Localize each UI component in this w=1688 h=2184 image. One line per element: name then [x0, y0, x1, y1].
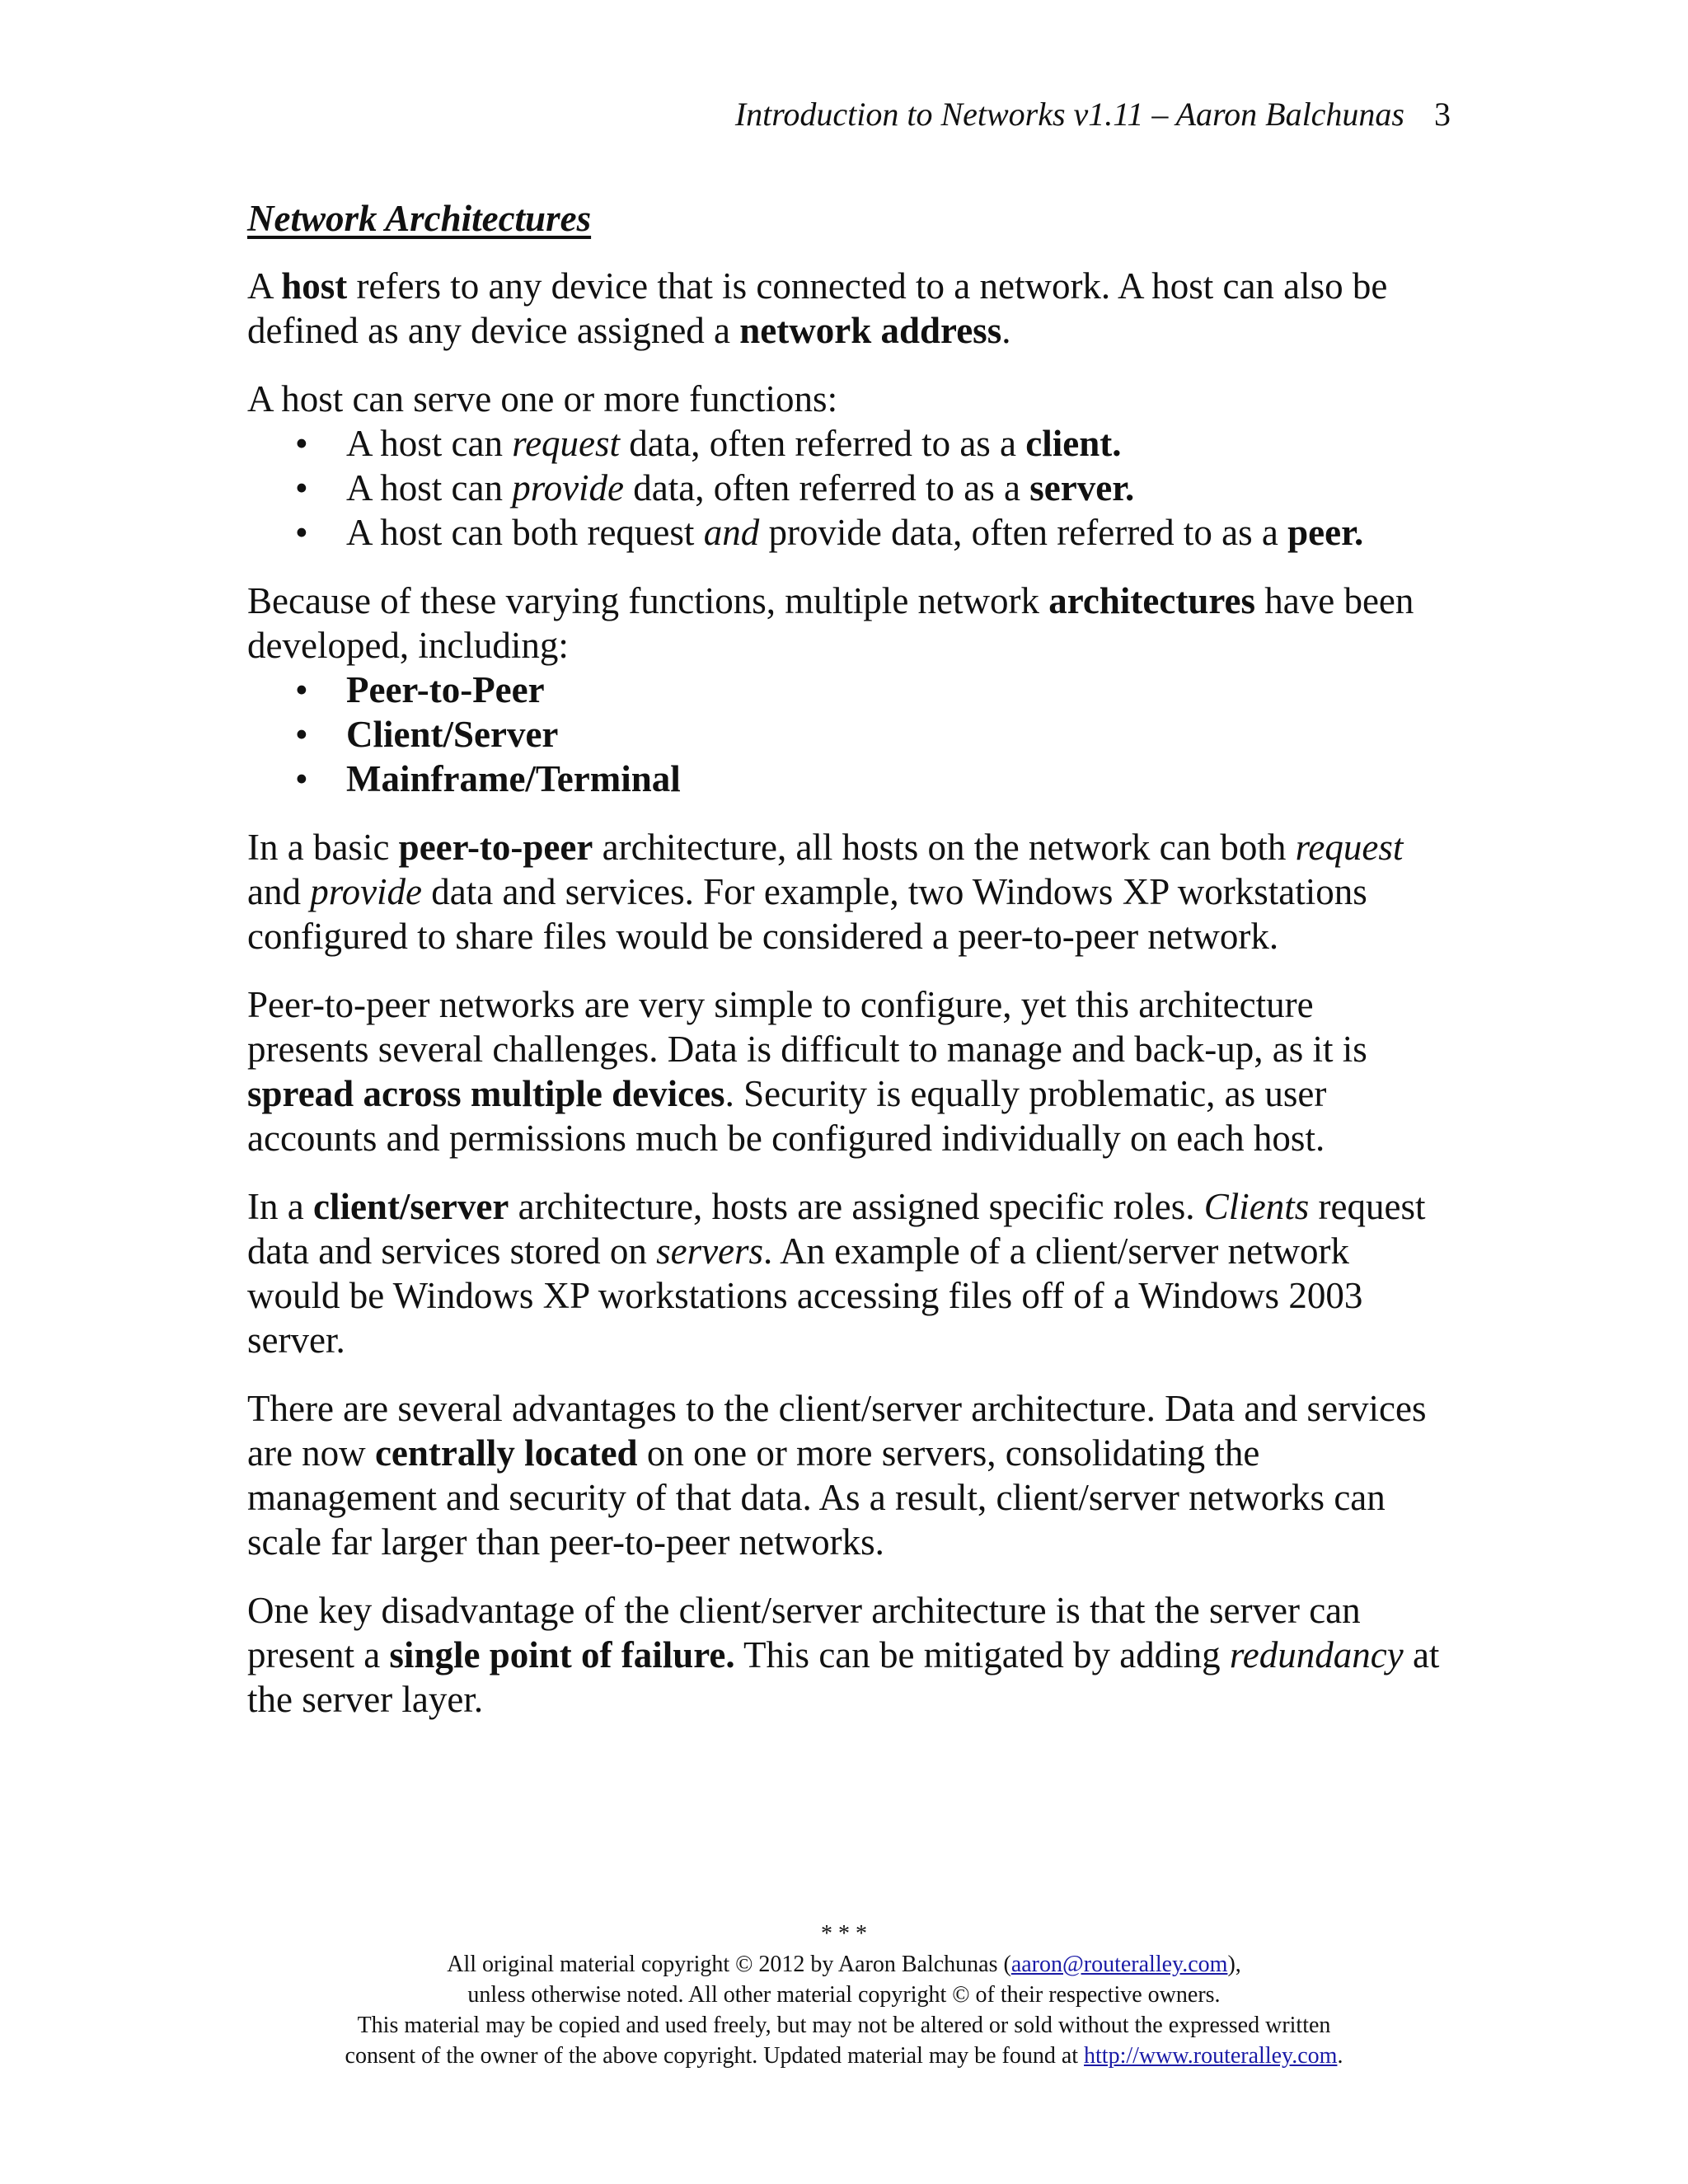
list-item — [247, 757, 1444, 801]
term-peer: peer. — [1287, 512, 1364, 553]
text: refers to any device that is connected to a network. A host can also be defined as any device assigned a — [247, 265, 1388, 351]
text: . — [1001, 310, 1011, 351]
footer-separator: * * * — [821, 1921, 867, 1947]
bullet-icon: • — [295, 714, 308, 755]
text: architecture, all hosts on the network can both — [593, 827, 1296, 868]
bullet-icon: • — [295, 758, 308, 799]
emphasis: redundancy — [1229, 1634, 1404, 1675]
paragraph-peer-to-peer — [247, 825, 1444, 958]
term-client-server: client/server — [312, 1186, 509, 1227]
term-server: server. — [1029, 467, 1135, 509]
text: Peer-to-peer networks are very simple to configure, yet this architecture presents several challenges. Data is difficult to manage and back-up, as it is — [247, 984, 1367, 1070]
text: A host can — [346, 423, 513, 464]
architecture-name: Peer-to-Peer — [346, 669, 545, 710]
text: and — [247, 871, 311, 912]
host-functions-list — [247, 421, 1444, 555]
footer-line: This material may be copied and used freely, but may not be altered or sold without the expressed written — [357, 2013, 1331, 2038]
list-item — [247, 510, 1444, 555]
text: . Security is equally problematic, as user accounts and permissions much be configured individually on each host. — [247, 1073, 1327, 1159]
text: Because of these varying functions, multiple network — [247, 580, 1049, 621]
email-link[interactable]: aaron@routeralley.com — [1010, 1952, 1228, 1977]
text: ), — [1227, 1952, 1241, 1977]
emphasis: request — [1295, 827, 1404, 868]
text: All original material copyright © 2012 by Aaron Balchunas ( — [447, 1952, 1011, 1977]
copyright-footer — [0, 1919, 1688, 2071]
running-header — [735, 95, 1451, 134]
list-item — [247, 421, 1444, 466]
paragraph-host-definition — [247, 264, 1444, 353]
emphasis: request — [512, 423, 621, 464]
paragraph-peer-to-peer-challenges — [247, 982, 1444, 1160]
term-network-address: network address — [739, 310, 1002, 351]
paragraph-client-server-disadvantage — [247, 1588, 1444, 1722]
website-link[interactable]: http://www.routeralley.com — [1084, 2043, 1338, 2069]
text: . — [1337, 2043, 1343, 2069]
text: data, often referred to as a — [624, 467, 1030, 509]
footer-line: unless otherwise noted. All other material copyright © of their respective owners. — [467, 1982, 1221, 2008]
text: In a — [247, 1186, 313, 1227]
text: In a basic — [247, 827, 399, 868]
list-item — [247, 668, 1444, 712]
bullet-icon: • — [295, 669, 308, 710]
text: data, often referred to as a — [620, 423, 1026, 464]
emphasis: servers — [656, 1230, 764, 1272]
section-title: Network Architectures — [247, 198, 592, 239]
emphasis: Clients — [1203, 1186, 1310, 1227]
paragraph-host-functions: A host can serve one or more functions: — [247, 378, 838, 419]
footer-line — [0, 1949, 1688, 1980]
emphasis: provide — [310, 871, 423, 912]
text: A host can both request — [346, 512, 704, 553]
text: consent of the owner of the above copyright. Updated material may be found at — [345, 2043, 1085, 2069]
main-content — [247, 196, 1444, 1746]
text: on one or more servers, consolidating the management and security of that data. As a result, client/server networks can scale far larger than peer-to-peer networks. — [247, 1432, 1386, 1563]
list-item — [247, 466, 1444, 510]
footer-line — [0, 2041, 1688, 2071]
term-peer-to-peer: peer-to-peer — [398, 827, 593, 868]
text: at the server layer. — [247, 1634, 1440, 1720]
text: There are several advantages to the client/server architecture. Data and services are now — [247, 1388, 1427, 1474]
emphasis: and — [703, 512, 760, 553]
architecture-name: Mainframe/Terminal — [346, 758, 681, 799]
text: data and services. For example, two Windows XP workstations configured to share files would be considered a peer-to-peer network. — [247, 871, 1367, 957]
text: architecture, hosts are assigned specific roles. — [509, 1186, 1204, 1227]
paragraph-client-server-advantages — [247, 1386, 1444, 1564]
bullet-icon: • — [295, 423, 308, 464]
term-architectures: architectures — [1048, 580, 1256, 621]
text: This can be mitigated by adding — [734, 1634, 1230, 1675]
term-client: client. — [1025, 423, 1122, 464]
bullet-icon: • — [295, 512, 308, 553]
term-spread: spread across multiple devices — [247, 1073, 725, 1114]
emphasis: provide — [512, 467, 625, 509]
architectures-list — [247, 668, 1444, 801]
bullet-icon: • — [295, 467, 308, 509]
text: provide data, often referred to as a — [759, 512, 1288, 553]
text: have been developed, including: — [247, 580, 1414, 666]
text: A host can — [346, 467, 513, 509]
text: One key disadvantage of the client/server architecture is that the server can present a — [247, 1590, 1361, 1675]
text: . An example of a client/server network would be Windows XP workstations accessing files off of a Windows 2003 server. — [247, 1230, 1363, 1361]
page-number: 3 — [1434, 96, 1451, 133]
list-item — [247, 712, 1444, 757]
paragraph-architectures — [247, 579, 1444, 668]
term-centrally-located: centrally located — [374, 1432, 638, 1474]
header-title: Introduction to Networks v1.11 – Aaron Balchunas — [734, 96, 1404, 133]
paragraph-client-server — [247, 1184, 1444, 1362]
text: A — [247, 265, 282, 307]
architecture-name: Client/Server — [346, 714, 559, 755]
text: request data and services stored on — [247, 1186, 1426, 1272]
term-single-point-of-failure: single point of failure. — [389, 1634, 735, 1675]
term-host: host — [281, 265, 348, 307]
